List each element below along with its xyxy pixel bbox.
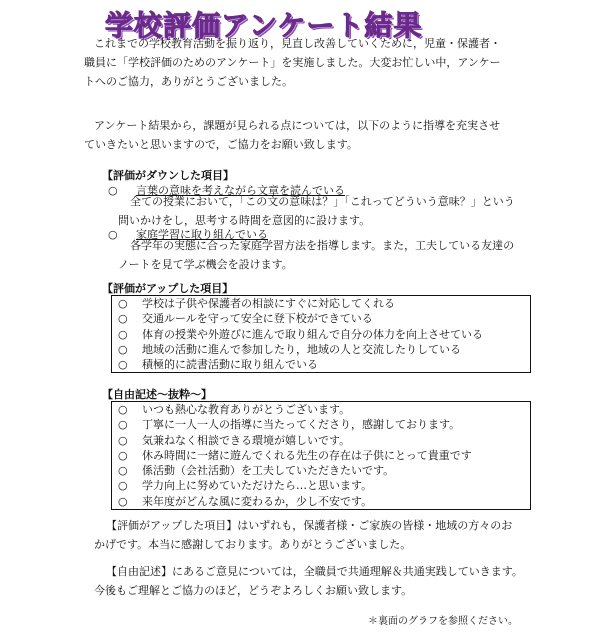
down-item-desc <box>118 192 528 230</box>
down-item-label: 言葉の意味を考えながら文章を読んでいる <box>136 184 345 197</box>
circle-marker: ○ <box>118 418 128 432</box>
desc-line: 問いかけをし，思考する時間を意図的に設けます。 <box>118 214 371 227</box>
circle-marker: ○ <box>118 403 128 416</box>
list-item-text: 丁寧に一人一人の指導に当たってくださり，感謝しております。 <box>142 418 461 432</box>
circle-marker: ○ <box>118 358 128 372</box>
up-heading: 【評価がアップした項目】 <box>102 282 234 295</box>
footnote: ＊裏面のグラフを参照ください。 <box>368 616 518 627</box>
circle-marker: ○ <box>118 479 128 493</box>
circle-marker: ○ <box>118 464 128 478</box>
list-item <box>112 463 530 478</box>
circle-marker: ○ <box>118 494 128 508</box>
down-heading: 【評価がダウンした項目】 <box>102 169 234 182</box>
page-title: 学校評価アンケート結果 <box>105 9 423 42</box>
list-item-text: 気兼ねなく相談できる環境が嬉しいです。 <box>142 433 351 447</box>
list-item-text: 学力向上に努めていただけたら…と思います。 <box>142 479 373 493</box>
closing-line: 【評価がアップした項目】はいずれも，保護者様・ご家族の皆様・地域の方々のお <box>106 519 513 532</box>
down-item-label: 家庭学習に取り組んでいる <box>136 228 268 241</box>
free-heading: 【自由記述～抜粋～】 <box>102 388 212 401</box>
closing-paragraph-1 <box>94 516 534 554</box>
list-item <box>112 478 530 493</box>
circle-marker: ○ <box>118 433 128 447</box>
desc-line: 全ての授業において，「この文の意味は？」「これってどういう意味？」という <box>130 195 515 208</box>
closing-line: 今後もご理解とご協力のほど，どうぞよろしくお願い致します。 <box>94 584 413 597</box>
desc-line: 各学年の実態に合った家庭学習方法を指導します。また，工夫している友達の <box>130 239 515 252</box>
list-item-text: 地域の活動に進んで参加したり，地域の人と交流したりしている <box>142 342 461 356</box>
list-item <box>112 342 530 357</box>
list-item-text: 体育の授業や外遊びに進んで取り組んで自分の体力を向上させている <box>142 327 483 341</box>
list-item <box>112 311 530 326</box>
list-item <box>112 433 530 448</box>
circle-marker: ○ <box>118 342 128 356</box>
down-item-desc <box>118 236 528 274</box>
intro2-line: アンケート結果から，課題が見られる点については，以下のように指導を充実させ <box>94 119 501 132</box>
closing-line: かげです。本当に感謝しております。ありがとうございました。 <box>94 538 412 551</box>
up-items-box <box>111 295 531 373</box>
list-item <box>112 402 530 417</box>
intro2-line: ていきたいと思いますので，ご協力をお願い致します。 <box>84 138 358 151</box>
list-item-text: 休み時間に一緒に遊んでくれる先生の存在は子供にとって貴重です <box>142 448 472 462</box>
list-item <box>112 357 530 372</box>
list-item <box>112 296 530 311</box>
list-item-text: 学校は子供や保護者の相談にすぐに対応してくれる <box>142 297 395 310</box>
list-item <box>112 494 530 509</box>
closing-paragraph-2 <box>94 562 534 600</box>
desc-line: ノートを見て学ぶ機会を設けます。 <box>118 258 293 271</box>
circle-marker: ○ <box>118 312 128 326</box>
list-item-text: いつも熱心な教育ありがとうございます。 <box>142 403 351 416</box>
list-item <box>112 327 530 342</box>
circle-marker: ○ <box>118 327 128 341</box>
closing-line: 【自由記述】にあるご意見については，全職員で共通理解＆共通実践していきます。 <box>106 565 523 578</box>
list-item-text: 積極的に読書活動に取り組んでいる <box>142 358 318 372</box>
list-item-text: 交通ルールを守って安全に登下校ができている <box>142 312 373 326</box>
intro-line: これまでの学校教育活動を振り返り，見直し改善していくために，児童・保護者・ <box>94 37 501 50</box>
intro-line: トへのご協力，ありがとうございました。 <box>84 75 293 88</box>
intro2-paragraph <box>84 116 524 154</box>
circle-marker: ○ <box>118 448 128 462</box>
list-item-text: 来年度がどんな風に変わるか，少し不安です。 <box>142 494 373 508</box>
free-items-box <box>111 401 531 510</box>
intro-line: 職員に「学校評価のためのアンケート」を実施しました。大変お忙しい中，アンケー <box>84 56 501 69</box>
list-item-text: 係活動（会社活動）を工夫していただきたいです。 <box>142 464 395 478</box>
circle-marker: ○ <box>118 297 128 310</box>
list-item <box>112 417 530 432</box>
list-item <box>112 448 530 463</box>
intro-paragraph <box>84 34 524 91</box>
circle-marker: ○ <box>108 228 118 241</box>
circle-marker: ○ <box>108 184 118 197</box>
